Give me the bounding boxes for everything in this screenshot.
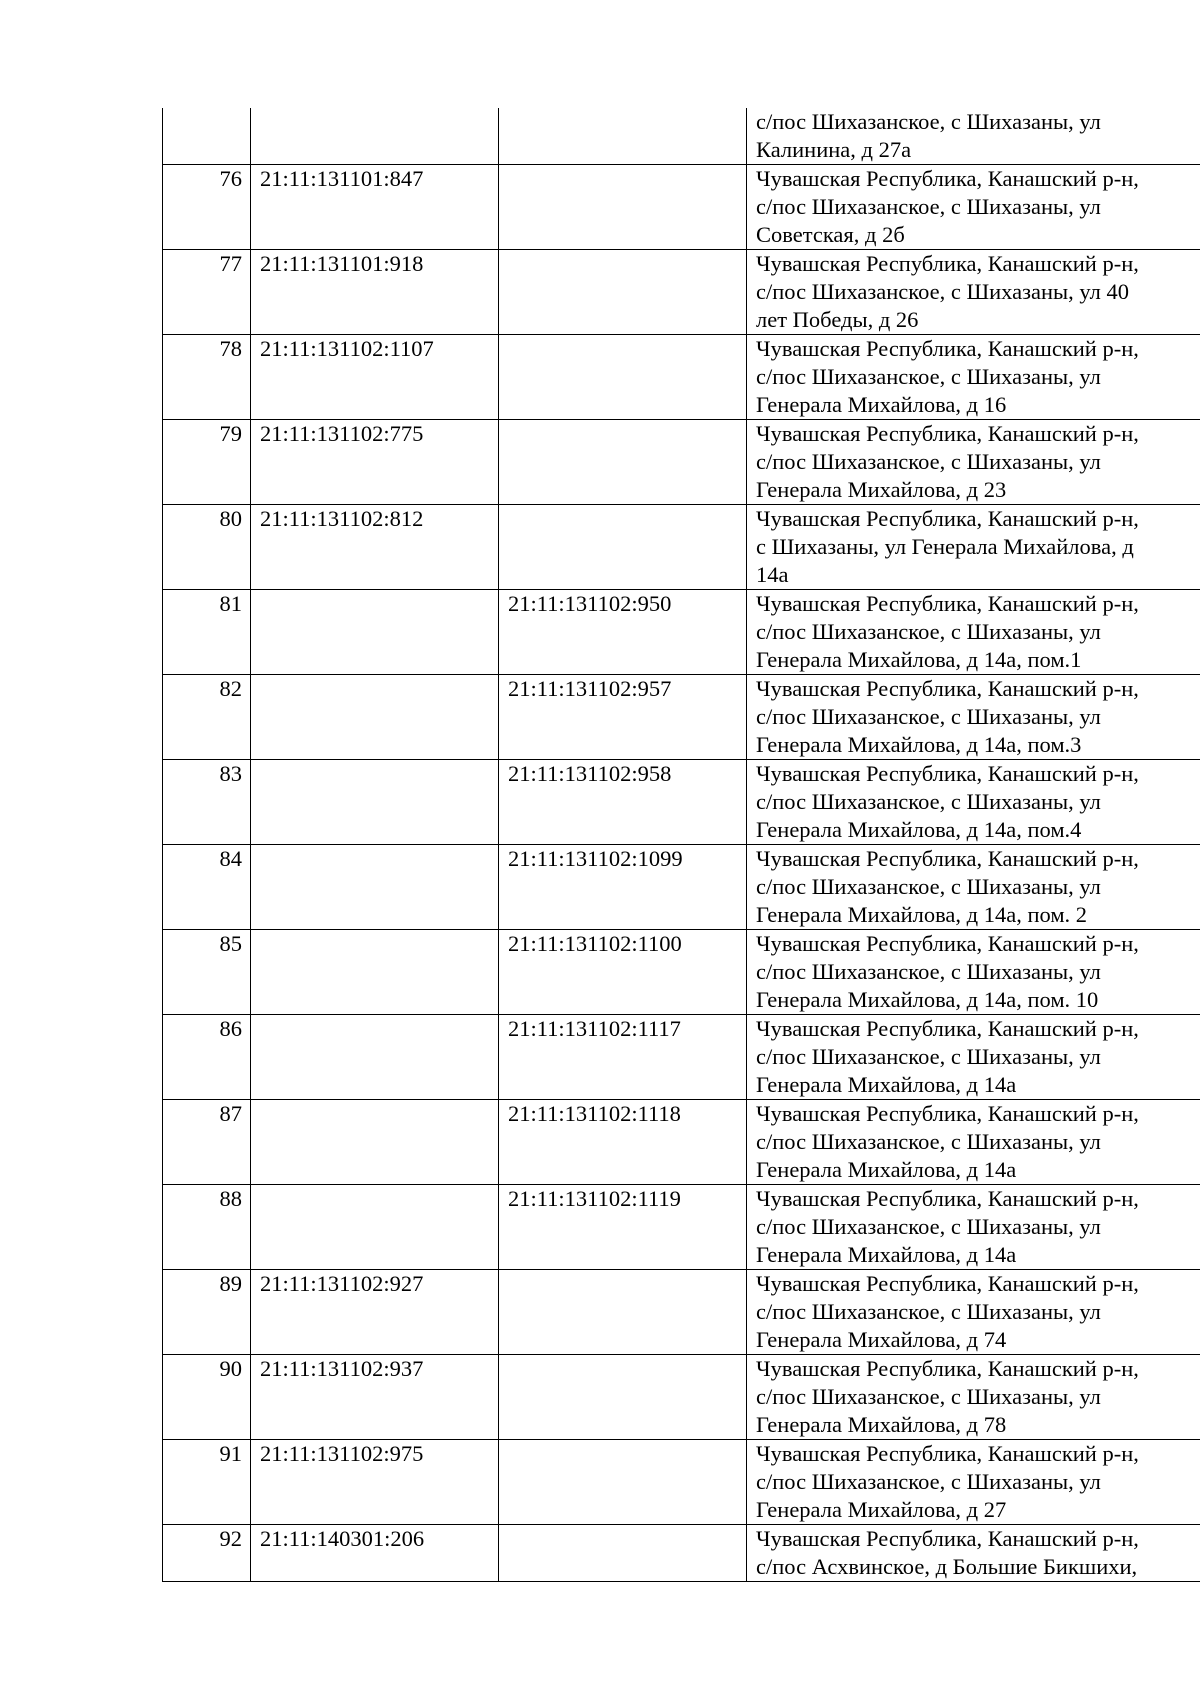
address-cell bbox=[747, 930, 1200, 1015]
cadastral-number-cell bbox=[251, 1015, 499, 1100]
row-number-cell bbox=[163, 1270, 251, 1355]
premise-cadastral-number-cell bbox=[499, 108, 747, 165]
premise-cadastral-number-cell bbox=[499, 335, 747, 420]
address-cell-text: Чувашская Республика, Канашский р-н, с/пос Шихазанское, с Шихазаны, ул Генерала Михайлова, д 14а, пом. 10 bbox=[756, 931, 1139, 1012]
address-cell-text: Чувашская Республика, Канашский р-н, с/пос Шихазанское, с Шихазаны, ул Генерала Михайлова, д 74 bbox=[756, 1271, 1139, 1352]
address-cell bbox=[747, 845, 1200, 930]
cadastral-number-cell-text: 21:11:131102:1107 bbox=[260, 336, 434, 361]
cadastral-number-cell-text: 21:11:131102:975 bbox=[260, 1441, 424, 1466]
row-number-cell bbox=[163, 1015, 251, 1100]
cadastral-number-cell bbox=[251, 590, 499, 675]
address-cell-text: Чувашская Республика, Канашский р-н, с/пос Шихазанское, с Шихазаны, ул Генерала Михайлова, д 78 bbox=[756, 1356, 1139, 1437]
row-number-cell-text: 82 bbox=[219, 676, 242, 701]
table-row bbox=[163, 930, 1200, 1015]
premise-cadastral-number-cell-text: 21:11:131102:1117 bbox=[508, 1016, 681, 1041]
premise-cadastral-number-cell-text: 21:11:131102:958 bbox=[508, 761, 672, 786]
address-cell-text: Чувашская Республика, Канашский р-н, с/пос Шихазанское, с Шихазаны, ул Генерала Михайлова, д 14а, пом.1 bbox=[756, 591, 1139, 672]
table-row bbox=[163, 1100, 1200, 1185]
address-cell bbox=[747, 250, 1200, 335]
table-row bbox=[163, 1185, 1200, 1270]
cadastral-number-cell bbox=[251, 420, 499, 505]
premise-cadastral-number-cell bbox=[499, 420, 747, 505]
row-number-cell-text: 92 bbox=[219, 1526, 242, 1551]
premise-cadastral-number-cell bbox=[499, 675, 747, 760]
premise-cadastral-number-cell-text: 21:11:131102:950 bbox=[508, 591, 672, 616]
cadastral-number-cell bbox=[251, 845, 499, 930]
row-number-cell-text: 85 bbox=[219, 931, 242, 956]
address-cell-text: Чувашская Республика, Канашский р-н, с/пос Шихазанское, с Шихазаны, ул Генерала Михайлова, д 14а, пом.4 bbox=[756, 761, 1139, 842]
row-number-cell-text: 90 bbox=[219, 1356, 242, 1381]
table-row bbox=[163, 505, 1200, 590]
address-cell bbox=[747, 505, 1200, 590]
registry-table-body bbox=[163, 108, 1200, 1582]
premise-cadastral-number-cell bbox=[499, 1355, 747, 1440]
row-number-cell bbox=[163, 760, 251, 845]
row-number-cell-text: 84 bbox=[219, 846, 242, 871]
row-number-cell bbox=[163, 1525, 251, 1582]
address-cell-text: Чувашская Республика, Канашский р-н, с/пос Шихазанское, с Шихазаны, ул Генерала Михайлова, д 23 bbox=[756, 421, 1139, 502]
premise-cadastral-number-cell bbox=[499, 165, 747, 250]
address-cell-text: Чувашская Республика, Канашский р-н, с Шихазаны, ул Генерала Михайлова, д 14а bbox=[756, 506, 1139, 587]
table-row bbox=[163, 108, 1200, 165]
row-number-cell bbox=[163, 505, 251, 590]
premise-cadastral-number-cell bbox=[499, 590, 747, 675]
premise-cadastral-number-cell-text: 21:11:131102:1099 bbox=[508, 846, 683, 871]
row-number-cell-text: 91 bbox=[219, 1441, 242, 1466]
row-number-cell bbox=[163, 1100, 251, 1185]
cadastral-number-cell bbox=[251, 1525, 499, 1582]
cadastral-number-cell bbox=[251, 1100, 499, 1185]
address-cell bbox=[747, 420, 1200, 505]
table-row bbox=[163, 1525, 1200, 1582]
address-cell-text: Чувашская Республика, Канашский р-н, с/пос Шихазанское, с Шихазаны, ул Генерала Михайлова, д 14а bbox=[756, 1186, 1139, 1267]
premise-cadastral-number-cell bbox=[499, 1525, 747, 1582]
address-cell-text: с/пос Шихазанское, с Шихазаны, ул Калинина, д 27а bbox=[756, 109, 1101, 162]
cadastral-number-cell bbox=[251, 1270, 499, 1355]
address-cell bbox=[747, 165, 1200, 250]
cadastral-number-cell-text: 21:11:131102:775 bbox=[260, 421, 424, 446]
address-cell bbox=[747, 760, 1200, 845]
premise-cadastral-number-cell bbox=[499, 1440, 747, 1525]
row-number-cell-text: 76 bbox=[219, 166, 242, 191]
cadastral-number-cell bbox=[251, 505, 499, 590]
address-cell bbox=[747, 1015, 1200, 1100]
cadastral-number-cell-text: 21:11:140301:206 bbox=[260, 1526, 425, 1551]
address-cell bbox=[747, 335, 1200, 420]
address-cell-text: Чувашская Республика, Канашский р-н, с/пос Шихазанское, с Шихазаны, ул Генерала Михайлова, д 14а, пом.3 bbox=[756, 676, 1139, 757]
table-row bbox=[163, 845, 1200, 930]
cadastral-number-cell bbox=[251, 760, 499, 845]
table-row bbox=[163, 420, 1200, 505]
address-cell-text: Чувашская Республика, Канашский р-н, с/пос Асхвинское, д Большие Бикшихи, bbox=[756, 1526, 1139, 1579]
table-row bbox=[163, 250, 1200, 335]
cadastral-number-cell-text: 21:11:131102:937 bbox=[260, 1356, 424, 1381]
registry-table bbox=[162, 108, 1200, 1582]
row-number-cell-text: 88 bbox=[219, 1186, 242, 1211]
table-row bbox=[163, 760, 1200, 845]
cadastral-number-cell bbox=[251, 335, 499, 420]
row-number-cell bbox=[163, 250, 251, 335]
row-number-cell-text: 81 bbox=[219, 591, 242, 616]
address-cell-text: Чувашская Республика, Канашский р-н, с/пос Шихазанское, с Шихазаны, ул 40 лет Победы, д 26 bbox=[756, 251, 1139, 332]
address-cell bbox=[747, 1270, 1200, 1355]
cadastral-number-cell bbox=[251, 675, 499, 760]
row-number-cell bbox=[163, 1440, 251, 1525]
row-number-cell bbox=[163, 165, 251, 250]
table-row bbox=[163, 1355, 1200, 1440]
address-cell-text: Чувашская Республика, Канашский р-н, с/пос Шихазанское, с Шихазаны, ул Генерала Михайлова, д 16 bbox=[756, 336, 1139, 417]
row-number-cell-text: 86 bbox=[219, 1016, 242, 1041]
row-number-cell bbox=[163, 108, 251, 165]
row-number-cell bbox=[163, 335, 251, 420]
table-row bbox=[163, 335, 1200, 420]
address-cell-text: Чувашская Республика, Канашский р-н, с/пос Шихазанское, с Шихазаны, ул Генерала Михайлова, д 14а, пом. 2 bbox=[756, 846, 1139, 927]
row-number-cell-text: 77 bbox=[219, 251, 242, 276]
table-row bbox=[163, 165, 1200, 250]
table-row bbox=[163, 1015, 1200, 1100]
address-cell bbox=[747, 1440, 1200, 1525]
address-cell-text: Чувашская Республика, Канашский р-н, с/пос Шихазанское, с Шихазаны, ул Генерала Михайлова, д 27 bbox=[756, 1441, 1139, 1522]
row-number-cell bbox=[163, 590, 251, 675]
table-row bbox=[163, 1440, 1200, 1525]
row-number-cell-text: 83 bbox=[219, 761, 242, 786]
row-number-cell bbox=[163, 420, 251, 505]
row-number-cell-text: 78 bbox=[219, 336, 242, 361]
row-number-cell-text: 89 bbox=[219, 1271, 242, 1296]
premise-cadastral-number-cell-text: 21:11:131102:1100 bbox=[508, 931, 682, 956]
cadastral-number-cell bbox=[251, 108, 499, 165]
premise-cadastral-number-cell bbox=[499, 930, 747, 1015]
cadastral-number-cell-text: 21:11:131101:847 bbox=[260, 166, 424, 191]
premise-cadastral-number-cell bbox=[499, 1100, 747, 1185]
cadastral-number-cell bbox=[251, 1440, 499, 1525]
premise-cadastral-number-cell-text: 21:11:131102:957 bbox=[508, 676, 672, 701]
address-cell bbox=[747, 1185, 1200, 1270]
row-number-cell-text: 79 bbox=[219, 421, 242, 446]
cadastral-number-cell bbox=[251, 250, 499, 335]
cadastral-number-cell bbox=[251, 165, 499, 250]
table-row bbox=[163, 675, 1200, 760]
cadastral-number-cell bbox=[251, 1355, 499, 1440]
premise-cadastral-number-cell bbox=[499, 250, 747, 335]
address-cell-text: Чувашская Республика, Канашский р-н, с/пос Шихазанское, с Шихазаны, ул Советская, д 2б bbox=[756, 166, 1139, 247]
row-number-cell bbox=[163, 845, 251, 930]
row-number-cell-text: 80 bbox=[219, 506, 242, 531]
address-cell bbox=[747, 1100, 1200, 1185]
address-cell bbox=[747, 590, 1200, 675]
cadastral-number-cell bbox=[251, 1185, 499, 1270]
row-number-cell-text: 87 bbox=[219, 1101, 242, 1126]
table-row bbox=[163, 590, 1200, 675]
address-cell bbox=[747, 675, 1200, 760]
cadastral-number-cell-text: 21:11:131101:918 bbox=[260, 251, 424, 276]
premise-cadastral-number-cell bbox=[499, 1015, 747, 1100]
row-number-cell bbox=[163, 1355, 251, 1440]
row-number-cell bbox=[163, 675, 251, 760]
address-cell-text: Чувашская Республика, Канашский р-н, с/пос Шихазанское, с Шихазаны, ул Генерала Михайлова, д 14а bbox=[756, 1016, 1139, 1097]
premise-cadastral-number-cell-text: 21:11:131102:1119 bbox=[508, 1186, 681, 1211]
cadastral-number-cell-text: 21:11:131102:812 bbox=[260, 506, 424, 531]
premise-cadastral-number-cell bbox=[499, 845, 747, 930]
premise-cadastral-number-cell bbox=[499, 1270, 747, 1355]
row-number-cell bbox=[163, 930, 251, 1015]
address-cell-text: Чувашская Республика, Канашский р-н, с/пос Шихазанское, с Шихазаны, ул Генерала Михайлова, д 14а bbox=[756, 1101, 1139, 1182]
table-row bbox=[163, 1270, 1200, 1355]
address-cell bbox=[747, 1355, 1200, 1440]
row-number-cell bbox=[163, 1185, 251, 1270]
premise-cadastral-number-cell-text: 21:11:131102:1118 bbox=[508, 1101, 681, 1126]
address-cell bbox=[747, 1525, 1200, 1582]
premise-cadastral-number-cell bbox=[499, 505, 747, 590]
cadastral-number-cell bbox=[251, 930, 499, 1015]
address-cell bbox=[747, 108, 1200, 165]
premise-cadastral-number-cell bbox=[499, 760, 747, 845]
premise-cadastral-number-cell bbox=[499, 1185, 747, 1270]
cadastral-number-cell-text: 21:11:131102:927 bbox=[260, 1271, 424, 1296]
